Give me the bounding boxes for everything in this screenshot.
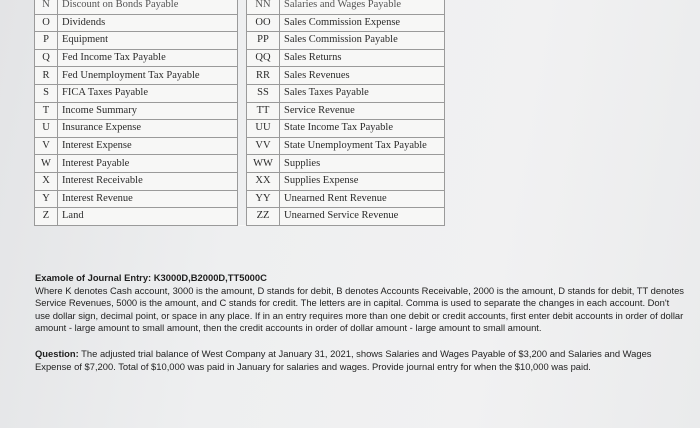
table-row	[35, 155, 445, 173]
account-name: Land	[58, 208, 238, 226]
account-code-2: OO	[247, 14, 280, 32]
question-paragraph	[35, 348, 685, 373]
table-row	[35, 67, 445, 85]
table-row	[35, 190, 445, 208]
account-code: N	[35, 0, 58, 14]
account-name: Interest Expense	[58, 137, 238, 155]
table-row	[35, 32, 445, 50]
account-code: W	[35, 155, 58, 173]
account-code-2: XX	[247, 172, 280, 190]
account-name: Discount on Bonds Payable	[58, 0, 238, 14]
example-heading: Examole of Journal Entry: K3000D,B2000D,TT5000C	[35, 272, 267, 283]
account-name-2: State Income Tax Payable	[280, 120, 445, 138]
account-code: R	[35, 67, 58, 85]
account-code-2: QQ	[247, 49, 280, 67]
account-name-2: Supplies Expense	[280, 172, 445, 190]
table-row	[35, 137, 445, 155]
account-name: Insurance Expense	[58, 120, 238, 138]
account-name: FICA Taxes Payable	[58, 84, 238, 102]
account-code-2: PP	[247, 32, 280, 50]
table-row	[35, 102, 445, 120]
account-name: Interest Payable	[58, 155, 238, 173]
account-code-2: ZZ	[247, 208, 280, 226]
table-row	[35, 0, 445, 14]
account-name-2: Sales Commission Expense	[280, 14, 445, 32]
account-code-2: VV	[247, 137, 280, 155]
table-row	[35, 208, 445, 226]
account-name-2: Sales Taxes Payable	[280, 84, 445, 102]
table-row	[35, 84, 445, 102]
account-codes-table	[34, 0, 445, 226]
table-row	[35, 14, 445, 32]
table-row	[35, 172, 445, 190]
example-explanation: Where K denotes Cash account, 3000 is the amount, D stands for debit, B denotes Accounts Receivable, 2000 is the amount, D stands for debit, TT denotes Service Revenues, 5000 is the amount, and C stands for credit. The letters are in capital. Comma is used to separate the changes in each account. Don't use dollar sign, decimal point, or space in any place. If in an entry requires more than one debit or credit accounts, first enter debit accounts in order of dollar amount - large amount to small amount, then the credit accounts in order of dollar amount - large amount to small amount.	[35, 284, 684, 334]
account-code: U	[35, 120, 58, 138]
account-name-2: State Unemployment Tax Payable	[280, 137, 445, 155]
account-code-2: TT	[247, 102, 280, 120]
account-name-2: Service Revenue	[280, 102, 445, 120]
question-label: Question:	[35, 347, 79, 359]
table-row	[35, 49, 445, 67]
account-name-2: Sales Revenues	[280, 67, 445, 85]
account-name-2: Unearned Rent Revenue	[280, 190, 445, 208]
account-code: Z	[35, 208, 58, 226]
account-name-2: Sales Returns	[280, 49, 445, 67]
account-code: V	[35, 137, 58, 155]
account-code: S	[35, 84, 58, 102]
account-code-2: YY	[247, 190, 280, 208]
instructions-block	[35, 272, 685, 373]
account-code: X	[35, 172, 58, 190]
account-code-2: UU	[247, 120, 280, 138]
account-name: Interest Revenue	[58, 190, 238, 208]
account-name: Dividends	[58, 14, 238, 32]
account-code: P	[35, 32, 58, 50]
account-code: O	[35, 14, 58, 32]
account-name-2: Unearned Service Revenue	[280, 208, 445, 226]
account-name: Income Summary	[58, 102, 238, 120]
account-name-2: Supplies	[280, 155, 445, 173]
account-code: T	[35, 102, 58, 120]
account-name: Interest Receivable	[58, 172, 238, 190]
question-text: The adjusted trial balance of West Company at January 31, 2021, shows Salaries and Wages Payable of $3,200 and Salaries and Wages Expense of $7,200. Total of $10,000 was paid in January for salaries and wages. Provide journal entry for when the $10,000 was paid.	[35, 347, 652, 372]
account-code-2: NN	[247, 0, 280, 14]
account-code: Y	[35, 190, 58, 208]
account-code-2: WW	[247, 155, 280, 173]
table-row	[35, 120, 445, 138]
account-name-2: Sales Commission Payable	[280, 32, 445, 50]
account-name-2: Salaries and Wages Payable	[280, 0, 445, 14]
account-name: Fed Income Tax Payable	[58, 49, 238, 67]
account-code-2: RR	[247, 67, 280, 85]
account-code: Q	[35, 49, 58, 67]
account-code-2: SS	[247, 84, 280, 102]
account-name: Fed Unemployment Tax Payable	[58, 67, 238, 85]
account-name: Equipment	[58, 32, 238, 50]
